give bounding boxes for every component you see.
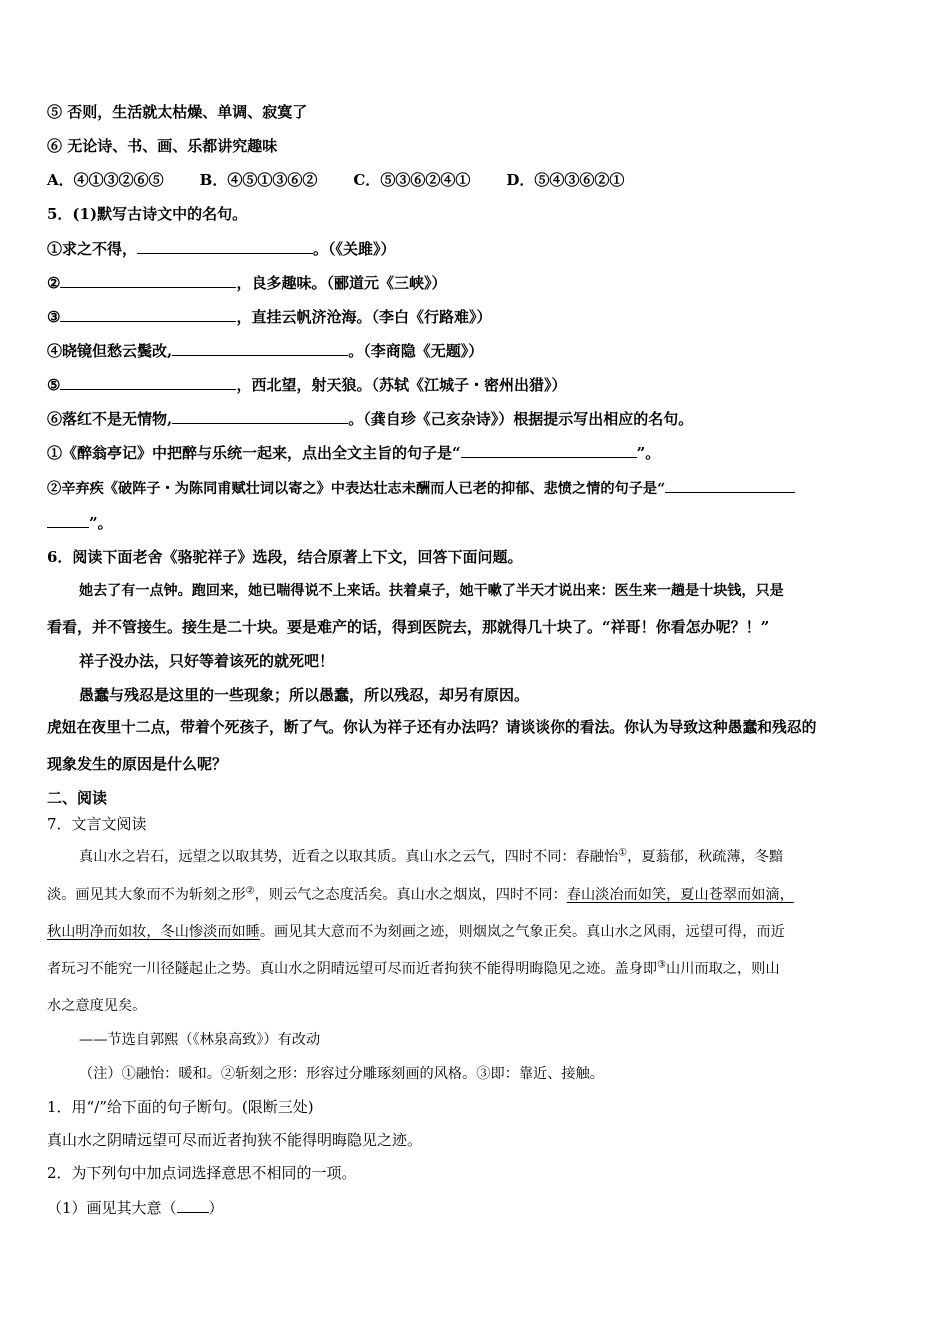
q5-blank-1[interactable] [137, 237, 313, 254]
q6-passage-1b: 看看，并不管接生。接生是二十块。要是难产的话，得到医院去，那就得几十块了。“祥哥！你看怎办呢？！” [47, 618, 770, 636]
q7-text-line-1: 真山水之岩石，远望之以取其势，近看之以取其质。真山水之云气，四时不同：春融怡①，夏蓊郁，秋疏薄，冬黯 [79, 847, 784, 865]
q4-option-c[interactable]: C．⑤③⑥②④① [353, 171, 471, 189]
q4-option-a[interactable]: A．④①③②⑥⑤ [47, 171, 164, 189]
q5-blank-2[interactable] [60, 271, 236, 288]
q5-line-4: ④晓镜但愁云鬓改, 。（李商隐《无题》） [47, 339, 483, 362]
q4-options [47, 169, 660, 191]
q7-sub-2-item-1-blank[interactable] [177, 1196, 209, 1213]
q5-line-2: ② ，良多趣味。（郦道元《三峡》） [47, 271, 446, 294]
section-2-title: 二、阅读 [47, 789, 108, 807]
q5-sub-1: ①《醉翁亭记》中把醉与乐统一起来，点出全文主旨的句子是“ ”。 [47, 441, 660, 464]
q7-sub-1-text: 真山水之阴晴远望可尽而近者拘狭不能得明晦隐见之迹。 [47, 1131, 423, 1149]
q7-text-line-4: 者玩习不能究一川径隧起止之势。真山水之阴晴远望可尽而近者拘狭不能得明晦隐见之迹。盖身即③山川而取之，则山 [47, 959, 780, 977]
q5-stem: 5．(1)默写古诗文中的名句。 [47, 205, 248, 223]
q7-sub-2: 2．为下列句中加点词选择意思不相同的一项。 [47, 1164, 357, 1182]
q5-sub-2: ②辛弃疾《破阵子・为陈同甫赋壮词以寄之》中表达壮志未酬而人已老的抑郁、悲愤之情的句子是“ [47, 476, 795, 500]
q7-underlined-1: 春山淡冶而如笑，夏山苍翠而如滴， [566, 887, 794, 903]
q5-sub-2-blank-cont[interactable] [47, 511, 89, 528]
q6-passage-1a: 她去了有一点钟。跑回来，她已喘得说不上来话。扶着桌子，她干嗽了半天才说出来：医生来一趟是十块钱，只是 [79, 583, 784, 599]
q5-sub-2-cont: ”。 [47, 511, 113, 534]
q5-line-5: ⑤ ，西北望，射天狼。（苏轼《江城子・密州出猎》） [47, 373, 566, 396]
q5-blank-5[interactable] [60, 373, 236, 390]
q7-underlined-2: 秋山明净而如妆，冬山惨淡而如睡 [47, 924, 260, 940]
q4-item-5: ⑤ 否则，生活就太枯燥、单调、寂寞了 [47, 103, 308, 121]
q7-source: ——节选自郭熙（《林泉高致》）有改动 [79, 1032, 321, 1048]
q6-passage-3: 愚蠢与残忍是这里的一些现象；所以愚蠢，所以残忍，却另有原因。 [79, 686, 530, 704]
q7-text-line-3: 秋山明净而如妆，冬山惨淡而如睡。画见其大意而不为刻画之迹，则烟岚之气象正矣。真山水之风雨，远望可得，而近 [47, 924, 785, 940]
q5-line-1: ①求之不得， 。（《关雎》） [47, 237, 396, 260]
q5-blank-6[interactable] [172, 407, 348, 424]
q6-passage-2: 祥子没办法，只好等着该死的就死吧！ [79, 652, 335, 670]
q7-text-line-2: 淡。画见其大象而不为斩刻之形②，则云气之态度活矣。真山水之烟岚，四时不同：春山淡冶而如笑，夏山苍翠而如滴， [47, 885, 794, 903]
q6-question-b: 现象发生的原因是什么呢？ [47, 755, 228, 773]
q4-option-d[interactable]: D．⑤④③⑥②① [506, 171, 625, 189]
q6-stem: 6．阅读下面老舍《骆驼祥子》选段，结合原著上下文，回答下面问题。 [47, 548, 523, 566]
q5-line-6: ⑥落红不是无情物, 。（龚自珍《己亥杂诗》）根据提示写出相应的名句。 [47, 407, 693, 430]
q5-sub-2-blank[interactable] [665, 476, 795, 493]
q5-line-3: ③ ，直挂云帆济沧海。（李白《行路难》） [47, 305, 491, 328]
q4-option-b[interactable]: B．④⑤①③⑥② [199, 171, 318, 189]
q5-sub-1-blank[interactable] [461, 441, 637, 458]
q7-sub-1: 1．用“/”给下面的句子断句。(限断三处) [47, 1098, 314, 1116]
q7-stem: 7．文言文阅读 [47, 815, 147, 833]
q5-blank-3[interactable] [60, 305, 236, 322]
q7-sub-2-item-1: （1）画见其大意（ ） [47, 1196, 224, 1219]
q5-blank-4[interactable] [172, 339, 348, 356]
q4-item-6: ⑥ 无论诗、书、画、乐都讲究趣味 [47, 137, 278, 155]
q6-question-a: 虎妞在夜里十二点，带着个死孩子，断了气。你认为祥子还有办法吗？请谈谈你的看法。你认为导致这种愚蠢和残忍的 [47, 719, 817, 736]
q7-notes: （注）①融怡：暖和。②斩刻之形：形容过分雕琢刻画的风格。③即：靠近、接触。 [79, 1066, 604, 1082]
q7-text-line-5: 水之意度见矣。 [47, 998, 147, 1014]
